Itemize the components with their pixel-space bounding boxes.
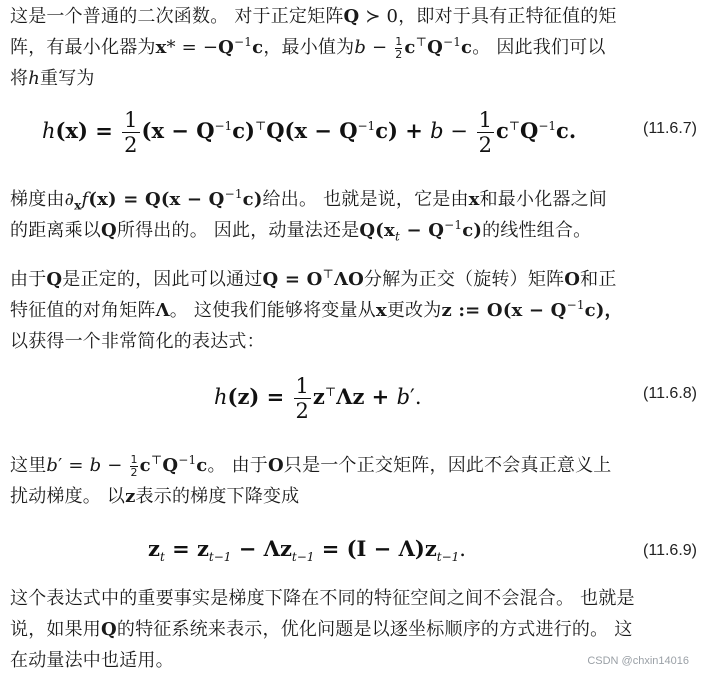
text-line: [10, 264, 700, 295]
math-expression: Q(x: [359, 220, 395, 241]
math-subscript: t−1: [291, 550, 315, 565]
text-run: 特征值的对角矩阵: [10, 300, 156, 321]
text-line: [10, 184, 700, 215]
math-symbol: b: [430, 119, 444, 143]
text-run: 。 因此我们可以: [472, 37, 606, 58]
text-line: [10, 215, 700, 246]
paragraph-gradient: [10, 184, 700, 246]
text-run: 只是一个正交矩阵，因此不会真正意义上: [283, 455, 612, 476]
text-run: 所得出的。 因此，动量法还是: [116, 220, 360, 241]
math-expression: ≻ 0: [359, 6, 399, 27]
text-run: 更改为: [386, 300, 442, 321]
math-expression: Q = O: [262, 269, 323, 290]
math-expression: Q(x − Q: [266, 118, 358, 143]
text-run: 。 这使我们能够将变量从: [169, 300, 376, 321]
math-superscript: ⊤: [322, 267, 334, 281]
math-operator: −: [366, 37, 394, 58]
text-line: [10, 614, 700, 645]
math-subscript: t−1: [436, 550, 460, 565]
math-expression: ′ =: [58, 455, 90, 476]
math-symbol: f: [81, 189, 89, 210]
text-run: 重写为: [40, 68, 95, 89]
math-superscript: −1: [442, 35, 462, 49]
math-symbol: b: [354, 37, 367, 58]
text-line: [10, 326, 700, 357]
fraction-numerator: 1: [395, 34, 403, 48]
math-expression: (x) =: [55, 118, 121, 143]
fraction-numerator: 1: [295, 374, 309, 398]
math-superscript: −1: [538, 119, 557, 133]
math-superscript: −1: [234, 35, 253, 49]
math-symbol: Q: [427, 37, 443, 58]
paragraph-transform: [10, 450, 700, 512]
math-symbol: z: [148, 536, 160, 561]
math-expression: (z) =: [227, 384, 292, 409]
math-expression: = z: [164, 536, 209, 561]
math-symbol: Q: [218, 37, 235, 58]
math-operator: −: [443, 119, 475, 143]
math-expression: (x − Q: [141, 118, 215, 143]
text-run: 给出。 也就是说，它是由: [262, 189, 469, 210]
text-run: 在动量法中也适用。: [10, 650, 174, 671]
text-line: [10, 32, 700, 63]
equation-number: (11.6.8): [643, 385, 697, 402]
math-symbol: b: [396, 385, 411, 409]
text-run: 这里: [10, 455, 47, 476]
math-symbol: O: [564, 269, 581, 290]
fraction-denominator: 2: [478, 133, 492, 157]
math-expression: Λz +: [336, 384, 397, 409]
math-expression: c): [462, 220, 483, 241]
math-symbol: O: [268, 455, 284, 476]
text-run: ，最小值为: [263, 37, 355, 58]
math-fraction: [122, 108, 139, 157]
fraction-denominator: 2: [130, 465, 138, 479]
math-superscript: −1: [214, 119, 233, 133]
math-superscript: ⊤: [324, 385, 337, 399]
math-subscript: t: [159, 550, 165, 565]
fraction-denominator: 2: [295, 399, 309, 423]
math-symbol: c: [196, 455, 208, 476]
text-run: 。 由于: [207, 455, 268, 476]
text-line: [10, 63, 700, 94]
text-run: 梯度由: [10, 189, 65, 210]
math-superscript: −1: [566, 298, 585, 312]
math-symbol: h: [42, 119, 56, 143]
text-line: [10, 295, 700, 326]
math-expression: − Q: [399, 220, 445, 241]
text-line: [10, 481, 700, 512]
math-symbol: c: [252, 37, 264, 58]
math-expression: c)，: [584, 300, 623, 321]
fraction-numerator: 1: [130, 452, 138, 466]
fraction-numerator: 1: [124, 108, 138, 132]
text-run: 阵，有最小化器为: [10, 37, 156, 58]
math-operator: −: [101, 455, 129, 476]
math-expression: * = −: [166, 37, 219, 58]
text-run: 的特征系统来表示，优化问题是以逐坐标顺序的方式进行的。 这: [116, 619, 633, 640]
watermark: CSDN @chxin14016: [587, 655, 689, 667]
text-run: 和最小化器之间: [479, 189, 608, 210]
math-fraction: [395, 36, 402, 61]
paragraph-decomposition: [10, 264, 700, 357]
math-symbol: ∂: [64, 189, 75, 210]
math-symbol: Λ: [155, 300, 170, 321]
math-symbol: h: [28, 68, 40, 89]
text-run: 说，如果用: [10, 619, 101, 640]
math-expression: .: [459, 537, 466, 561]
math-symbol: z: [441, 300, 452, 321]
text-line: [10, 450, 700, 481]
equation-number: (11.6.7): [643, 120, 697, 137]
math-expression: := O(x − Q: [451, 300, 567, 321]
math-expression: c): [232, 118, 255, 143]
equation-11-6-8: [214, 374, 422, 423]
text-run: 和正: [580, 269, 617, 290]
math-symbol: c: [495, 118, 509, 143]
fraction-denominator: 2: [395, 47, 403, 61]
text-run: 分解为正交（旋转）矩阵: [364, 269, 565, 290]
text-run: 由于: [10, 269, 47, 290]
math-superscript: −1: [357, 119, 376, 133]
equation-11-6-9: [148, 536, 466, 565]
math-expression: ΛO: [333, 269, 365, 290]
math-symbol: Q: [343, 6, 360, 27]
math-symbol: Q: [101, 619, 117, 640]
math-symbol: c: [461, 37, 473, 58]
math-expression: c): [242, 189, 263, 210]
math-symbol: z: [125, 486, 136, 507]
math-subscript: t−1: [208, 550, 232, 565]
math-symbol: b: [89, 455, 102, 476]
text-run: 将: [10, 68, 29, 89]
math-symbol: c: [139, 455, 151, 476]
math-expression: − Λz: [231, 536, 292, 561]
equation-number: (11.6.9): [643, 542, 697, 559]
math-superscript: −1: [224, 187, 243, 201]
math-symbol: Q: [162, 455, 179, 476]
math-expression: ′.: [410, 385, 422, 409]
math-fraction: [477, 108, 494, 157]
math-symbol: Q: [520, 118, 539, 143]
math-expression: (x) = Q(x − Q: [88, 189, 225, 210]
text-run: 是正定的，因此可以通过: [62, 269, 263, 290]
math-superscript: −1: [178, 453, 197, 467]
fraction-denominator: 2: [124, 133, 138, 157]
math-superscript: ⊤: [254, 119, 267, 133]
text-run: 以获得一个非常简化的表达式：: [10, 331, 265, 352]
math-subscript: t: [394, 229, 400, 244]
text-run: 这个表达式中的重要事实是梯度下降在不同的特征空间之间不会混合。 也就是: [10, 588, 635, 609]
text-run: 这是一个普通的二次函数。 对于正定矩阵: [10, 6, 344, 27]
fraction-numerator: 1: [478, 108, 492, 132]
math-subscript: x: [74, 198, 82, 213]
math-symbol: x: [155, 37, 167, 58]
math-fraction: [294, 374, 311, 423]
text-line: [10, 583, 700, 614]
math-symbol: x: [468, 189, 480, 210]
text-run: 扰动梯度。 以: [10, 486, 126, 507]
math-symbol: c: [404, 37, 416, 58]
text-run: 的距离乘以: [10, 220, 101, 241]
math-symbol: b: [46, 455, 59, 476]
math-superscript: ⊤: [150, 453, 163, 467]
math-expression: = (I − Λ)z: [314, 536, 437, 561]
equation-11-6-7: [42, 108, 576, 157]
math-superscript: ⊤: [415, 35, 428, 49]
math-superscript: ⊤: [508, 119, 521, 133]
math-symbol: z: [312, 384, 325, 409]
text-run: 的线性组合。: [482, 220, 592, 241]
math-expression: c) +: [375, 118, 431, 143]
math-fraction: [130, 454, 137, 479]
text-line: [10, 1, 700, 32]
math-symbol: h: [214, 385, 228, 409]
math-symbol: x: [375, 300, 387, 321]
paragraph-intro: [10, 1, 700, 94]
text-run: 表示的梯度下降变成: [135, 486, 300, 507]
math-symbol: Q: [101, 220, 117, 241]
text-run: ，即对于具有正特征值的矩: [398, 6, 617, 27]
math-expression: c.: [556, 118, 577, 143]
math-symbol: Q: [46, 269, 63, 290]
math-superscript: −1: [444, 218, 463, 232]
